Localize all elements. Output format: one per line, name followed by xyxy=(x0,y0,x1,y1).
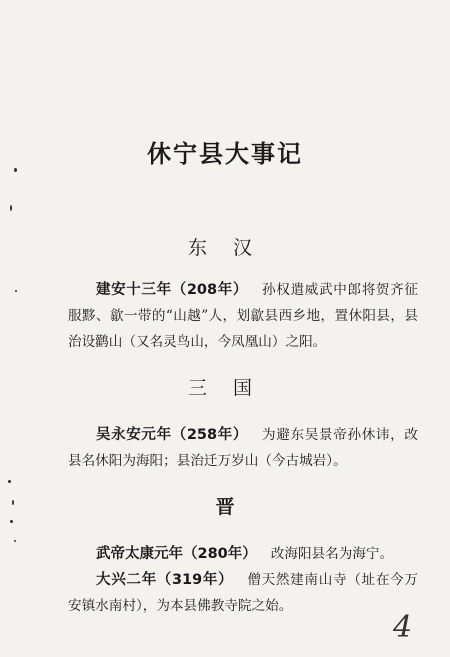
entry-text: 为避东吴景帝孙休讳，改县名休阳为海阳；县治迁万岁山（今古城岩）。 xyxy=(68,427,418,469)
chronicle-entry xyxy=(68,541,418,567)
entry-year: 武帝太康元年（280年） xyxy=(96,546,257,562)
section-heading-sanguo: 三 国 xyxy=(187,377,263,399)
chronicle-entry xyxy=(68,277,418,355)
page-number: 4 xyxy=(393,610,413,645)
entry-year: 大兴二年（319年） xyxy=(96,572,234,588)
entry-text: 孙权遣威武中郎将贺齐征服黟、歙一带的“山越”人，划歙县西乡地，置休阳县，县治设鹳山（又名灵鸟山，今凤凰山）之阳。 xyxy=(68,282,418,350)
scan-speck xyxy=(15,290,17,292)
chronicle-entry xyxy=(68,567,418,619)
scan-speck xyxy=(14,168,17,172)
scan-speck xyxy=(14,540,16,542)
page-title: 休宁县大事记 xyxy=(147,139,303,168)
entry-text: 僧天然建南山寺（址在今万安镇水南村），为本县佛教寺院之始。 xyxy=(68,572,418,614)
scan-speck xyxy=(10,205,12,211)
entry-year: 吴永安元年（258年） xyxy=(96,427,249,443)
scan-speck xyxy=(10,520,13,523)
scan-speck xyxy=(12,500,14,505)
section-heading-donghan: 东 汉 xyxy=(187,237,263,259)
section-heading-jin: 晋 xyxy=(215,496,235,518)
chronicle-entry xyxy=(68,422,418,474)
scan-speck xyxy=(8,480,11,483)
entry-text: 改海阳县名为海宁。 xyxy=(270,546,394,562)
entry-year: 建安十三年（208年） xyxy=(96,282,249,298)
